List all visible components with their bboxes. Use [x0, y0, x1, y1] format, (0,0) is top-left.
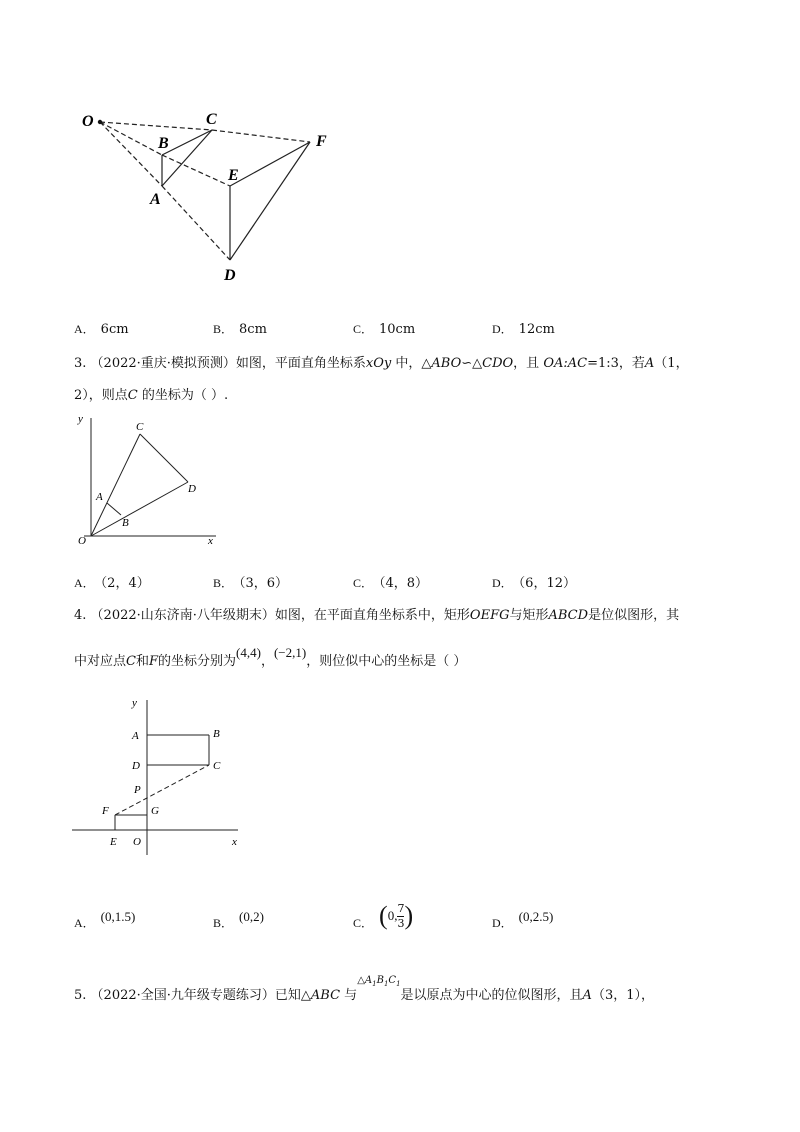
option-text: （2，4） — [100, 576, 150, 591]
stem-text: （3，1）， — [591, 988, 654, 1003]
q4-option-d[interactable] — [492, 909, 554, 931]
q2-option-b[interactable] — [213, 320, 267, 337]
paren-right: ) — [404, 901, 414, 930]
option-text: 12cm — [518, 322, 555, 337]
question-source: （2022·重庆·模拟预测） — [90, 356, 236, 371]
q4-label-o: O — [133, 836, 141, 848]
stem-text: ，且 — [513, 356, 544, 371]
q4-label-g: G — [151, 805, 159, 817]
q2-figure — [70, 100, 350, 290]
q3-stem-line1 — [74, 352, 689, 371]
q3-option-d[interactable] — [492, 572, 576, 591]
q4-stem-line2 — [74, 645, 467, 669]
q2-line-oc — [100, 122, 212, 130]
q2-option-a[interactable] — [74, 320, 129, 337]
q3-label-d: D — [188, 483, 196, 495]
stem-text: 中，△ — [391, 356, 432, 371]
q2-label-o: O — [82, 113, 94, 130]
stem-text: 的坐标分别为 — [158, 654, 237, 669]
tri-sub: 1 — [383, 980, 389, 988]
q4-label-p: P — [134, 784, 141, 796]
q3-line-oc — [91, 434, 140, 536]
stem-text: 2），则点 — [74, 388, 128, 403]
stem-math: A — [582, 988, 592, 1003]
q2-line-ob — [100, 122, 162, 155]
stem-text: （1， — [654, 356, 689, 371]
q4-label-b: B — [213, 728, 220, 740]
q2-option-d[interactable] — [492, 320, 555, 337]
option-letter: A． — [74, 576, 95, 590]
stem-text: 是位似图形，其 — [588, 608, 680, 623]
option-text: 10cm — [379, 322, 416, 337]
q4-figure — [66, 690, 256, 860]
option-text: （4，8） — [379, 576, 429, 591]
q2-line-oa — [100, 122, 162, 186]
stem-text: 和 — [135, 654, 149, 669]
q3-figure — [64, 408, 234, 548]
q4-label-y: y — [132, 697, 137, 709]
stem-math: C — [126, 654, 136, 669]
q2-line-ad — [162, 186, 230, 260]
option-letter: A． — [74, 916, 95, 930]
stem-text: ∽△ — [461, 356, 483, 371]
q2-label-d: D — [224, 267, 236, 284]
q3-option-a[interactable] — [74, 572, 150, 591]
option-letter: C． — [353, 576, 374, 590]
stem-text: 是以原点为中心的位似图形，且 — [400, 988, 583, 1003]
stem-text: 如图，在平面直角坐标系中，矩形 — [274, 608, 470, 623]
q4-stem-line1 — [74, 604, 679, 623]
q3-stem-line2 — [74, 384, 228, 403]
q3-option-b[interactable] — [213, 572, 288, 591]
q4-label-e: E — [110, 836, 117, 848]
option-letter: D． — [492, 916, 513, 930]
option-letter: C． — [353, 916, 374, 930]
q3-label-c: C — [136, 421, 144, 433]
option-letter: A． — [74, 322, 95, 336]
stem-triangle — [357, 975, 400, 986]
option-text: (0,1.5) — [100, 909, 136, 924]
stem-math: ABCD — [548, 608, 589, 623]
fraction — [397, 902, 404, 931]
q2-label-c: C — [206, 111, 217, 128]
option-text: 0, — [387, 908, 398, 923]
q4-option-c[interactable] — [353, 900, 413, 932]
tri-c: C — [388, 975, 397, 986]
q4-option-b[interactable] — [213, 909, 264, 931]
option-letter: C． — [353, 322, 374, 336]
q2-label-f: F — [316, 133, 327, 150]
q4-label-a: A — [132, 730, 139, 742]
option-text: (0,2) — [239, 909, 264, 924]
q3-line-od — [91, 482, 188, 536]
q3-label-a: A — [96, 491, 103, 503]
fraction-numerator: 7 — [397, 902, 405, 915]
stem-math: C — [127, 388, 138, 403]
q2-option-c[interactable] — [353, 320, 415, 337]
stem-math: F — [148, 654, 159, 669]
q2-side-bc — [162, 130, 212, 155]
q3-line-ab — [107, 503, 121, 515]
stem-text: 与矩形 — [509, 608, 549, 623]
q5-stem-line1 — [74, 975, 654, 1004]
question-number: 4. — [74, 608, 87, 623]
q3-option-c[interactable] — [353, 572, 428, 591]
stem-text: 中对应点 — [74, 654, 127, 669]
q2-side-df — [230, 142, 310, 260]
option-letter: B． — [213, 576, 234, 590]
stem-text: =1:3，若 — [587, 356, 645, 371]
tri-a: △A — [357, 975, 373, 986]
option-letter: D． — [492, 576, 513, 590]
question-number: 3. — [74, 356, 87, 371]
q2-side-ef — [230, 142, 310, 186]
q3-label-b: B — [122, 517, 129, 529]
tri-sub: 1 — [396, 980, 401, 988]
option-letter: B． — [213, 322, 234, 336]
option-text: （3，6） — [239, 576, 289, 591]
q4-line-fc — [115, 765, 209, 815]
tri-b: B — [376, 975, 384, 986]
option-text: (0,2.5) — [518, 909, 554, 924]
stem-text: ，则位似中心的坐标是（ ） — [306, 654, 467, 669]
stem-text: ， — [260, 654, 274, 669]
q3-line-cd — [140, 434, 188, 482]
stem-text: 如图，平面直角坐标系 — [235, 356, 366, 371]
q3-label-x: x — [208, 535, 213, 547]
stem-coord: (4,4) — [236, 645, 261, 660]
q4-option-a[interactable] — [74, 909, 136, 931]
option-text: 6cm — [100, 322, 129, 337]
q4-label-c: C — [213, 760, 221, 772]
option-letter: D． — [492, 322, 513, 336]
question-source: （2022·山东济南·八年级期末） — [90, 608, 275, 623]
fraction-denominator: 3 — [397, 917, 405, 930]
stem-text: 的坐标为（ ）. — [137, 388, 229, 403]
q2-label-a: A — [150, 191, 161, 208]
tri-sub: 1 — [372, 980, 377, 988]
q4-label-f: F — [102, 805, 109, 817]
stem-math: CDO — [482, 356, 514, 371]
stem-math: ABC — [310, 988, 341, 1003]
stem-math: xOy — [365, 356, 392, 371]
question-number: 5. — [74, 988, 87, 1003]
q2-line-cf — [212, 130, 310, 142]
q2-line-be — [162, 155, 230, 186]
q2-label-b: B — [158, 135, 169, 152]
q3-label-o: O — [78, 535, 86, 547]
stem-coord: (−2,1) — [273, 645, 307, 660]
q2-label-e: E — [228, 167, 239, 184]
stem-math: OEFG — [469, 608, 510, 623]
stem-math: OA:AC — [543, 356, 588, 371]
q4-label-x: x — [232, 836, 237, 848]
stem-math: A — [644, 356, 655, 371]
question-source: （2022·全国·九年级专题练习） — [90, 988, 275, 1003]
q4-label-d: D — [132, 760, 140, 772]
stem-text: 已知△ — [274, 988, 311, 1003]
stem-text: 与 — [340, 988, 358, 1003]
option-letter: B． — [213, 916, 234, 930]
option-text: （6，12） — [518, 576, 576, 591]
stem-math: ABO — [431, 356, 462, 371]
q2-point-o — [98, 120, 102, 124]
paren-left: ( — [379, 901, 388, 930]
option-text: 8cm — [239, 322, 267, 337]
q3-label-y: y — [78, 413, 83, 425]
